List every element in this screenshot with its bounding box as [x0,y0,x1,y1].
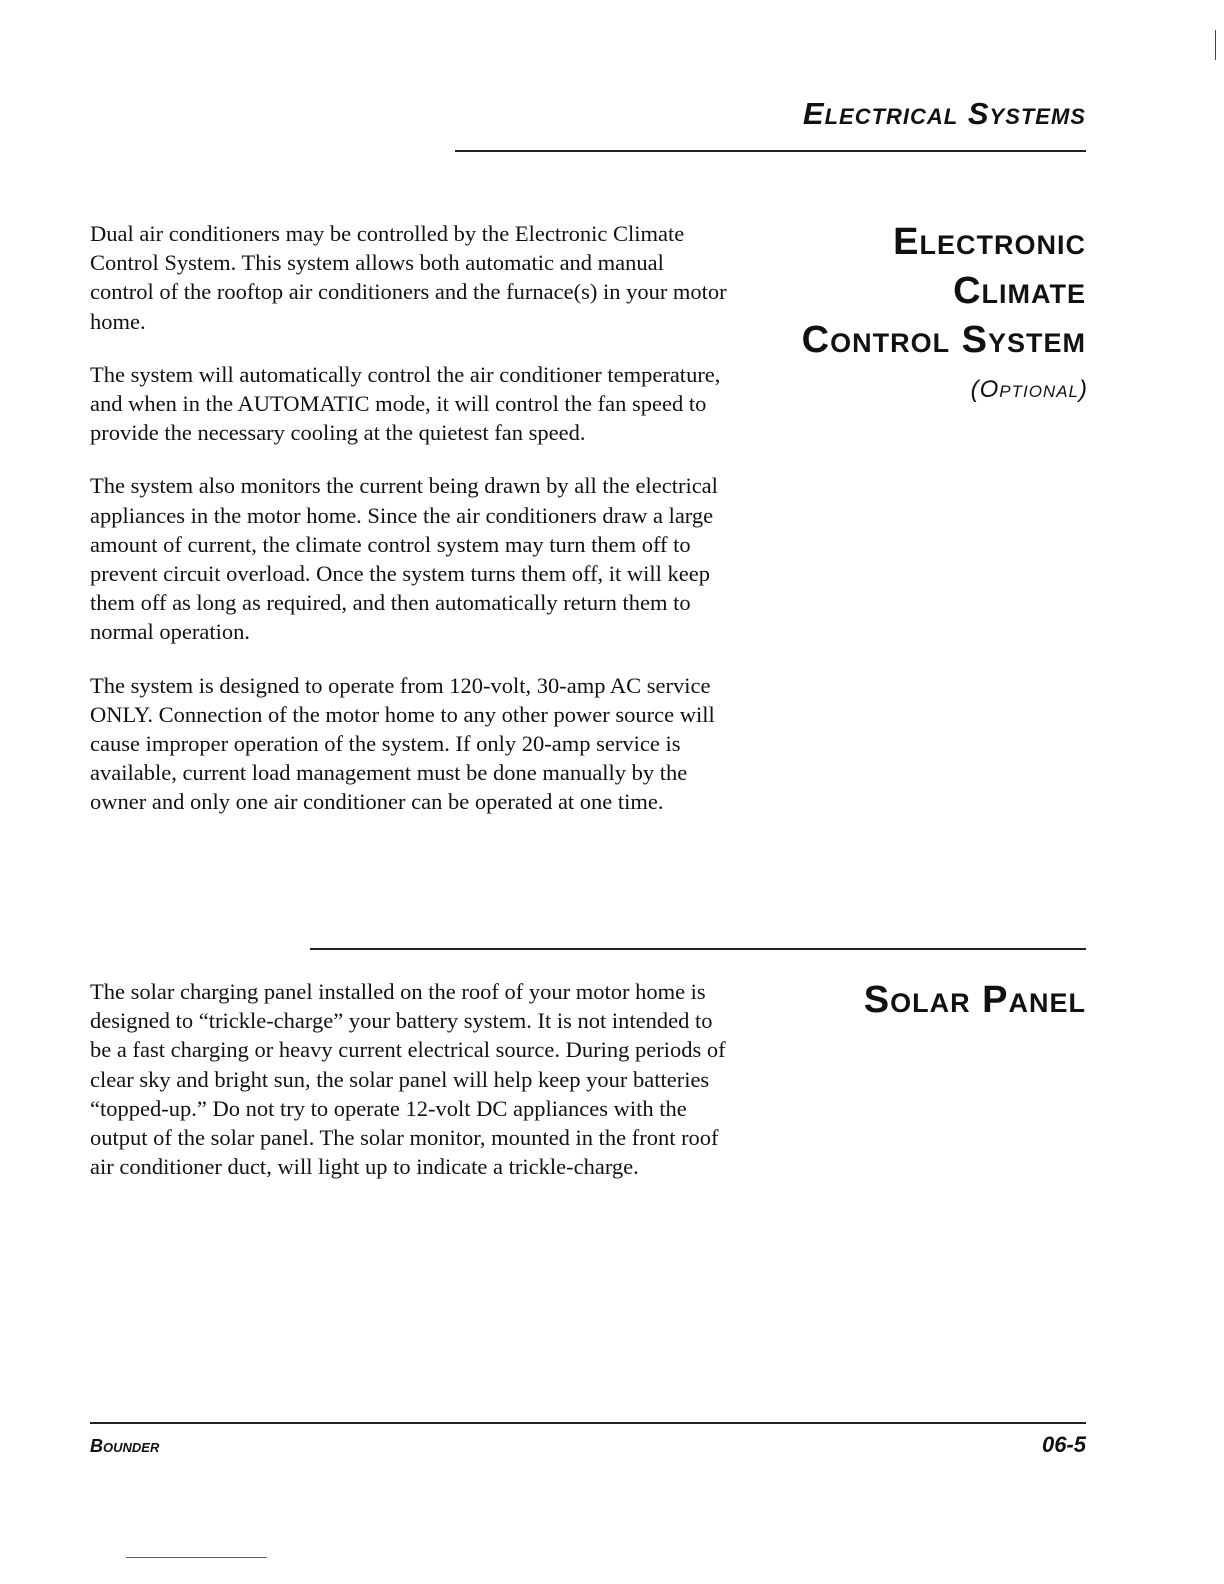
heading-line: Electronic [893,221,1086,263]
body-paragraph: Dual air conditioners may be controlled by the Electronic Climate Control System. This system allows both automatic and manual control of the rooftop air conditioners and the furnace(s) in your motor home. [90,221,727,334]
body-paragraph: The solar charging panel installed on the roof of your motor home is designed to “trickle-charge” your battery system. It is not intended to be a fast charging or heavy current electrical source. During periods of clear sky and bright sun, the solar panel will help keep your batteries “topped-up.” Do not try to operate 12-volt DC appliances with the output of the solar panel. The solar monitor, mounted in the front roof air conditioner duct, will light up to indicate a trickle-charge. [90,979,726,1180]
header-rule [455,150,1086,152]
solar-panel-body [90,977,730,1205]
heading-line: Control System [801,319,1086,361]
bottom-underline-mark [126,1557,267,1558]
heading-line: Climate [953,270,1086,312]
heading-line: Solar Panel [863,979,1086,1021]
footer-rule [90,1422,1086,1424]
body-paragraph: The system is designed to operate from 120-volt, 30-amp AC service ONLY. Connection of the motor home to any other power source will cause improper operation of the system. If only 20-amp service is available, current load management must be done manually by the owner and only one air conditioner can be operated at one time. [90,672,715,815]
section-divider-rule [310,948,1086,950]
footer-page-number: 06-5 [1041,1432,1086,1457]
page-edge-mark [1215,30,1218,60]
climate-control-body [90,219,730,841]
running-header-title: Electrical Systems [802,96,1086,131]
body-paragraph: The system will automatically control the air conditioner temperature, and when in the AUTOMATIC mode, it will control the fan speed to provide the necessary cooling at the quietest fan speed. [90,361,721,446]
section-subheading-optional: (Optional) [970,376,1088,403]
body-paragraph: The system also monitors the current being drawn by all the electrical appliances in the motor home. Since the air conditioners draw a large amount of current, the climate control system may turn them off to prevent circuit overload. Once the system turns them off, it will keep them off as long as required, and then automatically return them to normal operation. [90,473,718,645]
footer-model-name: Bounder [90,1436,160,1456]
